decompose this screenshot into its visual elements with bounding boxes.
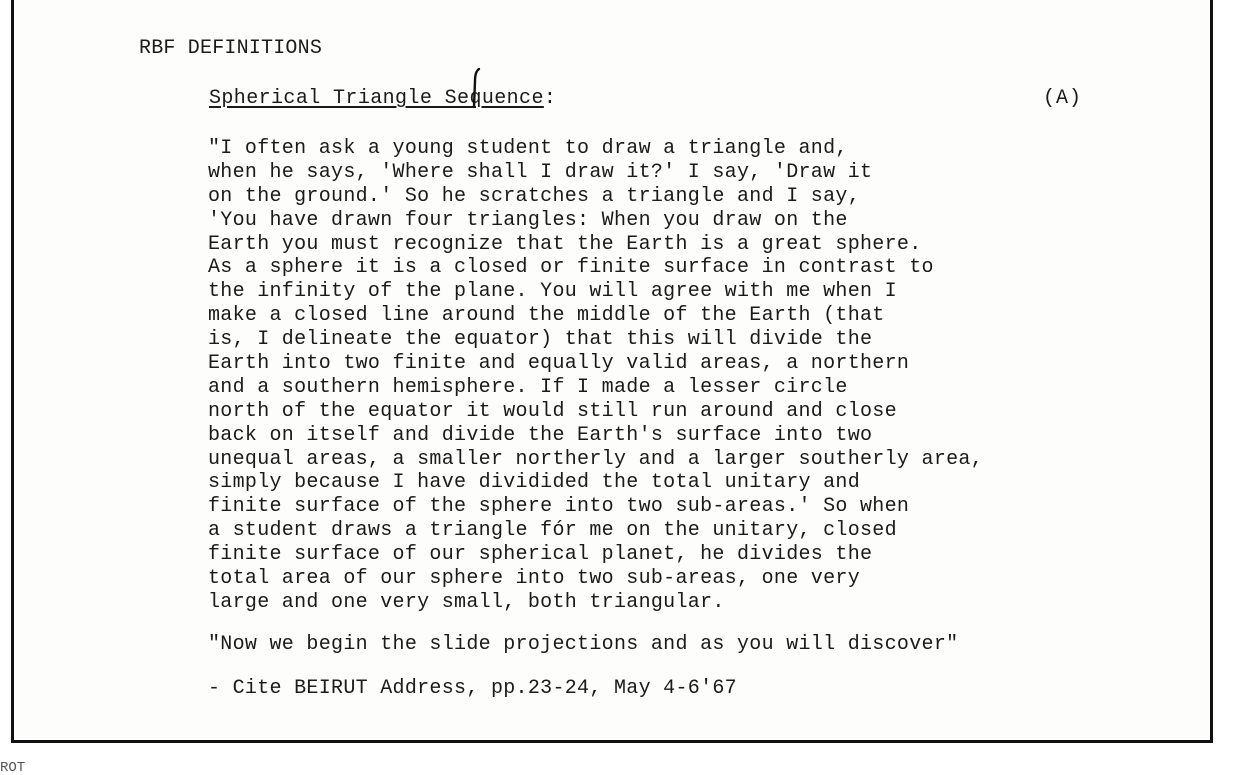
quote-line: simply because I have dividided the total unitary and — [208, 471, 861, 495]
continuation-line: "Now we begin the slide projections and as you will discover" — [208, 633, 959, 656]
quote-line: unequal areas, a smaller northerly and a larger southerly area, — [208, 447, 984, 471]
quote-line: the infinity of the plane. You will agree with me when I — [208, 280, 897, 304]
quote-line: is, I delineate the equator) that this will divide the — [208, 328, 873, 352]
quote-line: make a closed line around the middle of the Earth (that — [208, 304, 885, 328]
quote-line: total area of our sphere into two sub-areas, one very — [208, 567, 861, 591]
quote-line: As a sphere it is a closed or finite surface in contrast to — [208, 256, 934, 280]
heading-title: Spherical Triangle Sequence — [209, 87, 544, 110]
section-heading — [209, 87, 556, 110]
quote-line: finite surface of our spherical planet, he divides the — [208, 543, 873, 567]
quote-line: finite surface of the sphere into two sub-areas.' So when — [208, 495, 910, 519]
citation: - Cite BEIRUT Address, pp.23-24, May 4-6'67 — [208, 677, 737, 700]
quote-line: on the ground.' So he scratches a triangle and I say, — [208, 184, 861, 208]
footer-fragment: ROT — [0, 760, 26, 775]
quote-line: north of the equator it would still run around and close — [208, 399, 897, 423]
quote-line: a student draws a triangle fór me on the unitary, closed — [208, 519, 897, 543]
handwritten-insert-mark-icon — [470, 67, 482, 111]
quote-line: when he says, 'Where shall I draw it?' I say, 'Draw it — [208, 160, 873, 184]
quote-line: 'You have drawn four triangles: When you draw on the — [208, 208, 848, 232]
quote-line: and a southern hemisphere. If I made a lesser circle — [208, 375, 848, 399]
quote-line: "I often ask a young student to draw a triangle and, — [208, 137, 848, 160]
quote-line: Earth you must recognize that the Earth is a great sphere. — [208, 232, 922, 256]
heading-suffix: : — [543, 87, 557, 110]
section-letter: (A) — [1043, 87, 1083, 110]
quote-line: large and one very small, both triangular. — [208, 590, 725, 614]
quote-line: Earth into two finite and equally valid areas, a northern — [208, 352, 910, 376]
page-title: RBF DEFINITIONS — [139, 37, 323, 60]
quote-line: back on itself and divide the Earth's surface into two — [208, 423, 873, 447]
quote-block — [208, 137, 983, 615]
